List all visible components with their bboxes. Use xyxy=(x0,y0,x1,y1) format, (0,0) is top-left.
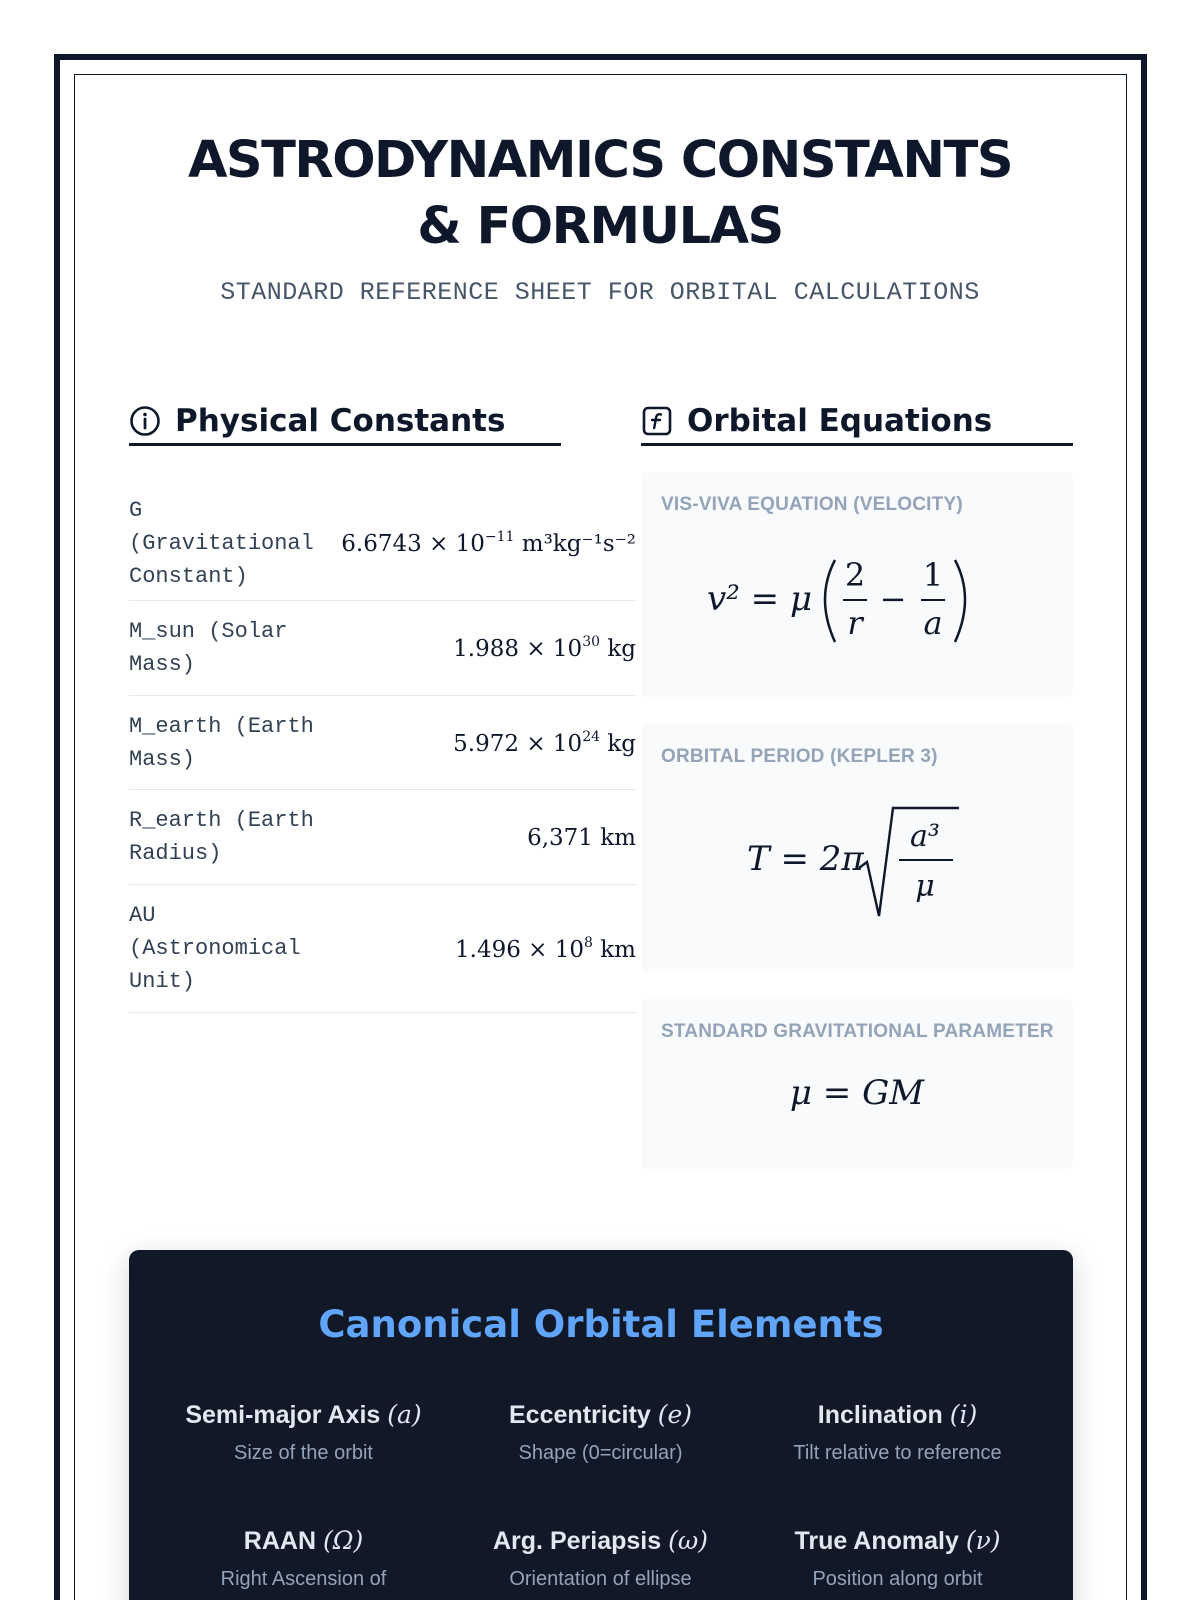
constant-value: $5.972 \times 10^{24}$ kg xyxy=(453,728,636,757)
svg-text:v² = μ: v² = μ xyxy=(707,579,813,619)
constant-value: $6.6743 \times 10^{-11}$ m³kg⁻¹s⁻² xyxy=(341,529,636,557)
svg-text:−: − xyxy=(879,580,907,618)
svg-text:T = 2π: T = 2π xyxy=(747,839,864,879)
vis-viva-formula xyxy=(641,542,1073,652)
orbital-elements-title: Canonical Orbital Elements xyxy=(318,1303,884,1346)
orbital-period-formula xyxy=(641,804,1073,924)
equation-card-gravitational-parameter xyxy=(641,999,1073,1169)
element-semi-major-axis: Semi-major Axis (a) Size of the orbit xyxy=(185,1400,422,1464)
constant-value: $1.988 \times 10^{30}$ kg xyxy=(453,634,636,662)
constant-row xyxy=(129,885,636,1013)
svg-text:μ: μ xyxy=(915,869,935,904)
element-arg-periapsis: Arg. Periapsis (ω) Orientation of ellipse xyxy=(493,1526,708,1590)
equations-title: Orbital Equations xyxy=(687,402,993,439)
svg-text:r: r xyxy=(847,604,863,642)
constant-name: R_earth (Earth Radius) xyxy=(129,808,314,866)
element-eccentricity: Eccentricity (e) Shape (0=circular) xyxy=(508,1400,692,1464)
constant-name: M_sun (Solar Mass) xyxy=(129,619,288,677)
page-title xyxy=(100,128,1100,260)
equations-heading xyxy=(641,398,1073,446)
equation-card-orbital-period xyxy=(641,724,1073,971)
svg-text:a³: a³ xyxy=(910,819,940,854)
svg-text:2: 2 xyxy=(844,556,866,594)
constants-title: Physical Constants xyxy=(175,402,506,439)
title-line-2: & FORMULAS xyxy=(417,197,783,256)
title-line-1: ASTRODYNAMICS CONSTANTS xyxy=(187,131,1013,190)
constant-row xyxy=(129,486,636,601)
element-inclination: Inclination (i) Tilt relative to reference xyxy=(793,1400,1002,1464)
equation-label: STANDARD GRAVITATIONAL PARAMETER xyxy=(661,1021,1054,1042)
constant-value: 6,371 km xyxy=(527,825,636,851)
element-raan: RAAN (Ω) Right Ascension of xyxy=(220,1526,387,1590)
constants-heading xyxy=(129,398,561,446)
constant-value: $1.496 \times 10^8$ km xyxy=(455,934,636,963)
element-true-anomaly: True Anomaly (ν) Position along orbit xyxy=(794,1526,1001,1590)
orbital-elements-panel xyxy=(129,1250,1073,1600)
function-icon xyxy=(641,405,673,437)
constant-row xyxy=(129,696,636,790)
svg-text:1: 1 xyxy=(922,556,944,594)
constant-name: G (Gravitational Constant) xyxy=(129,497,314,589)
constant-name: M_earth (Earth Mass) xyxy=(129,713,314,772)
constant-row xyxy=(129,601,636,696)
equation-label: ORBITAL PERIOD (KEPLER 3) xyxy=(661,746,938,767)
svg-text:a: a xyxy=(923,604,943,642)
gravitational-parameter-formula: μ = GM xyxy=(789,1073,925,1113)
equation-card-vis-viva xyxy=(641,472,1073,697)
constant-row xyxy=(129,790,636,885)
page-subtitle: STANDARD REFERENCE SHEET FOR ORBITAL CALCULATIONS xyxy=(220,278,980,307)
equation-label: VIS-VIVA EQUATION (VELOCITY) xyxy=(661,494,963,515)
info-circle-icon xyxy=(129,405,161,437)
constant-name: AU (Astronomical Unit) xyxy=(129,903,301,994)
